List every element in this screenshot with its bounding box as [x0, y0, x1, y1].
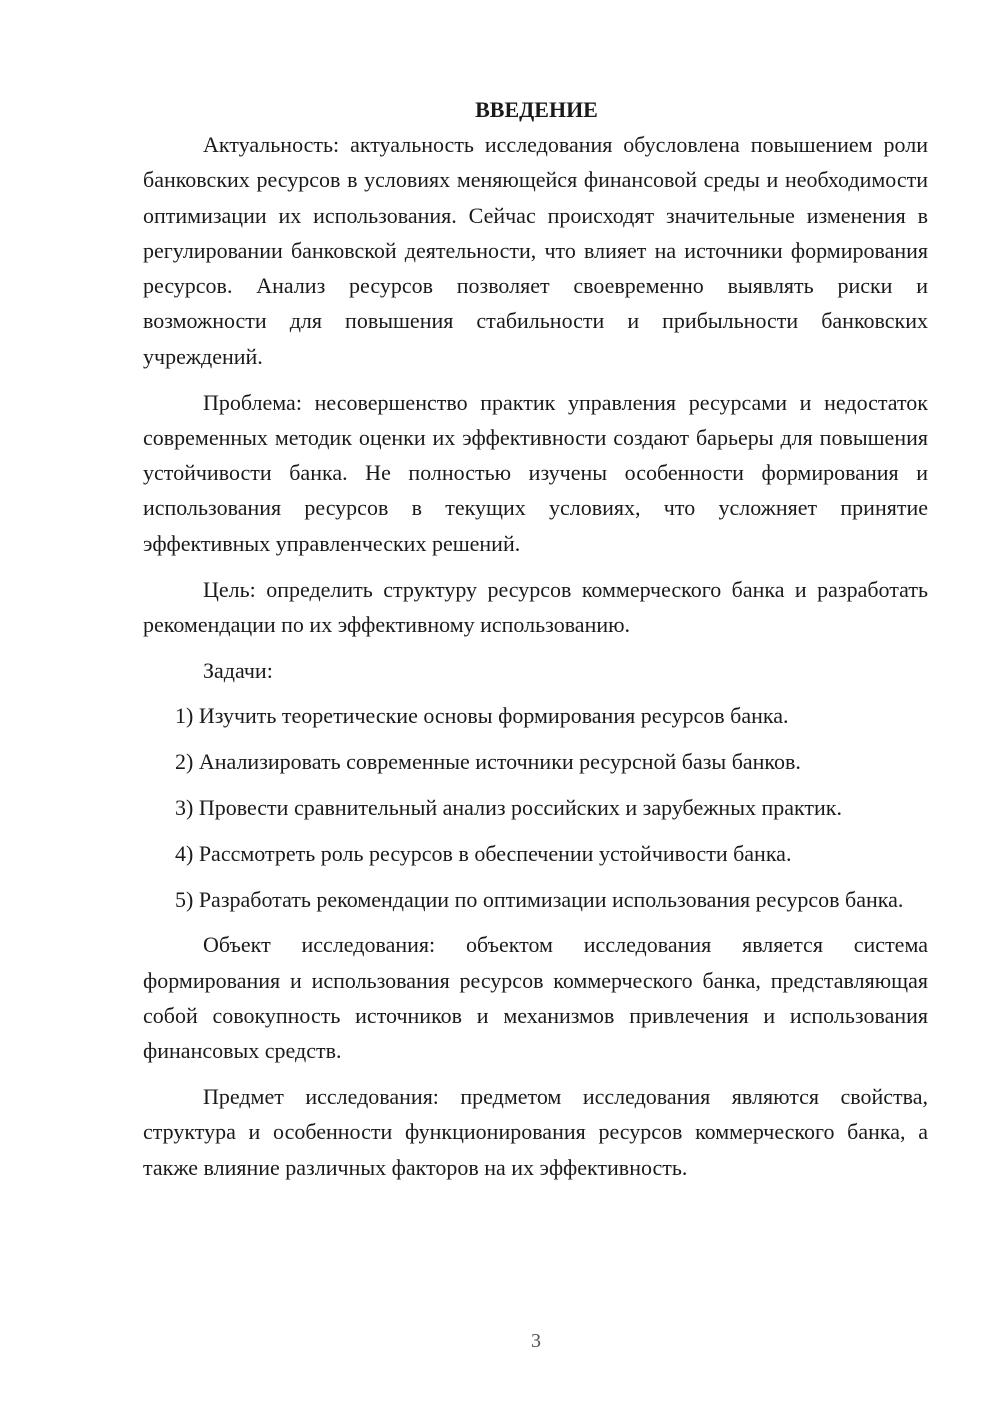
task-item-4: 4) Рассмотреть роль ресурсов в обеспечении устойчивости банка.: [175, 840, 792, 866]
page-title: ВВЕДЕНИЕ: [475, 97, 598, 122]
task-item-5: 5) Разработать рекомендации по оптимизации использования ресурсов банка.: [175, 886, 904, 912]
document-page: [143, 92, 928, 1196]
paragraph-goal: Цель: определить структуру ресурсов коммерческого банка и разработать рекомендации по их эффективному использованию.: [143, 576, 928, 637]
paragraph-object: Объект исследования: объектом исследования является система формирования и использования ресурсов коммерческого банка, представляющая собой совокупность источников и механизмов привлечения и использования финансовых средств.: [143, 932, 928, 1064]
paragraph-tasks-heading: Задачи:: [203, 657, 273, 683]
page-number: 3: [531, 1330, 541, 1352]
paragraph-relevance: Актуальность: актуальность исследования обусловлена повышением роли банковских ресурсов в условиях меняющейся финансовой среды и необходимости оптимизации их использования. Сейчас происходят значительные изменения в регулировании банковской деятельности, что влияет на источники формирования ресурсов. Анализ ресурсов позволяет своевременно выявлять риски и возможности для повышения стабильности и прибыльности банковских учреждений.: [143, 132, 928, 369]
paragraph-problem: Проблема: несовершенство практик управления ресурсами и недостаток современных методик оценки их эффективности создают барьеры для повышения устойчивости банка. Не полностью изучены особенности формирования и использования ресурсов в текущих условиях, что усложняет принятие эффективных управленческих решений.: [143, 389, 928, 556]
task-item-3: 3) Провести сравнительный анализ российских и зарубежных практик.: [175, 795, 842, 821]
paragraph-subject: Предмет исследования: предметом исследования являются свойства, структура и особенности функционирования ресурсов коммерческого банка, а также влияние различных факторов на их эффективность.: [143, 1084, 928, 1180]
task-item-2: 2) Анализировать современные источники ресурсной базы банков.: [175, 749, 801, 775]
task-item-1: 1) Изучить теоретические основы формирования ресурсов банка.: [175, 703, 789, 729]
